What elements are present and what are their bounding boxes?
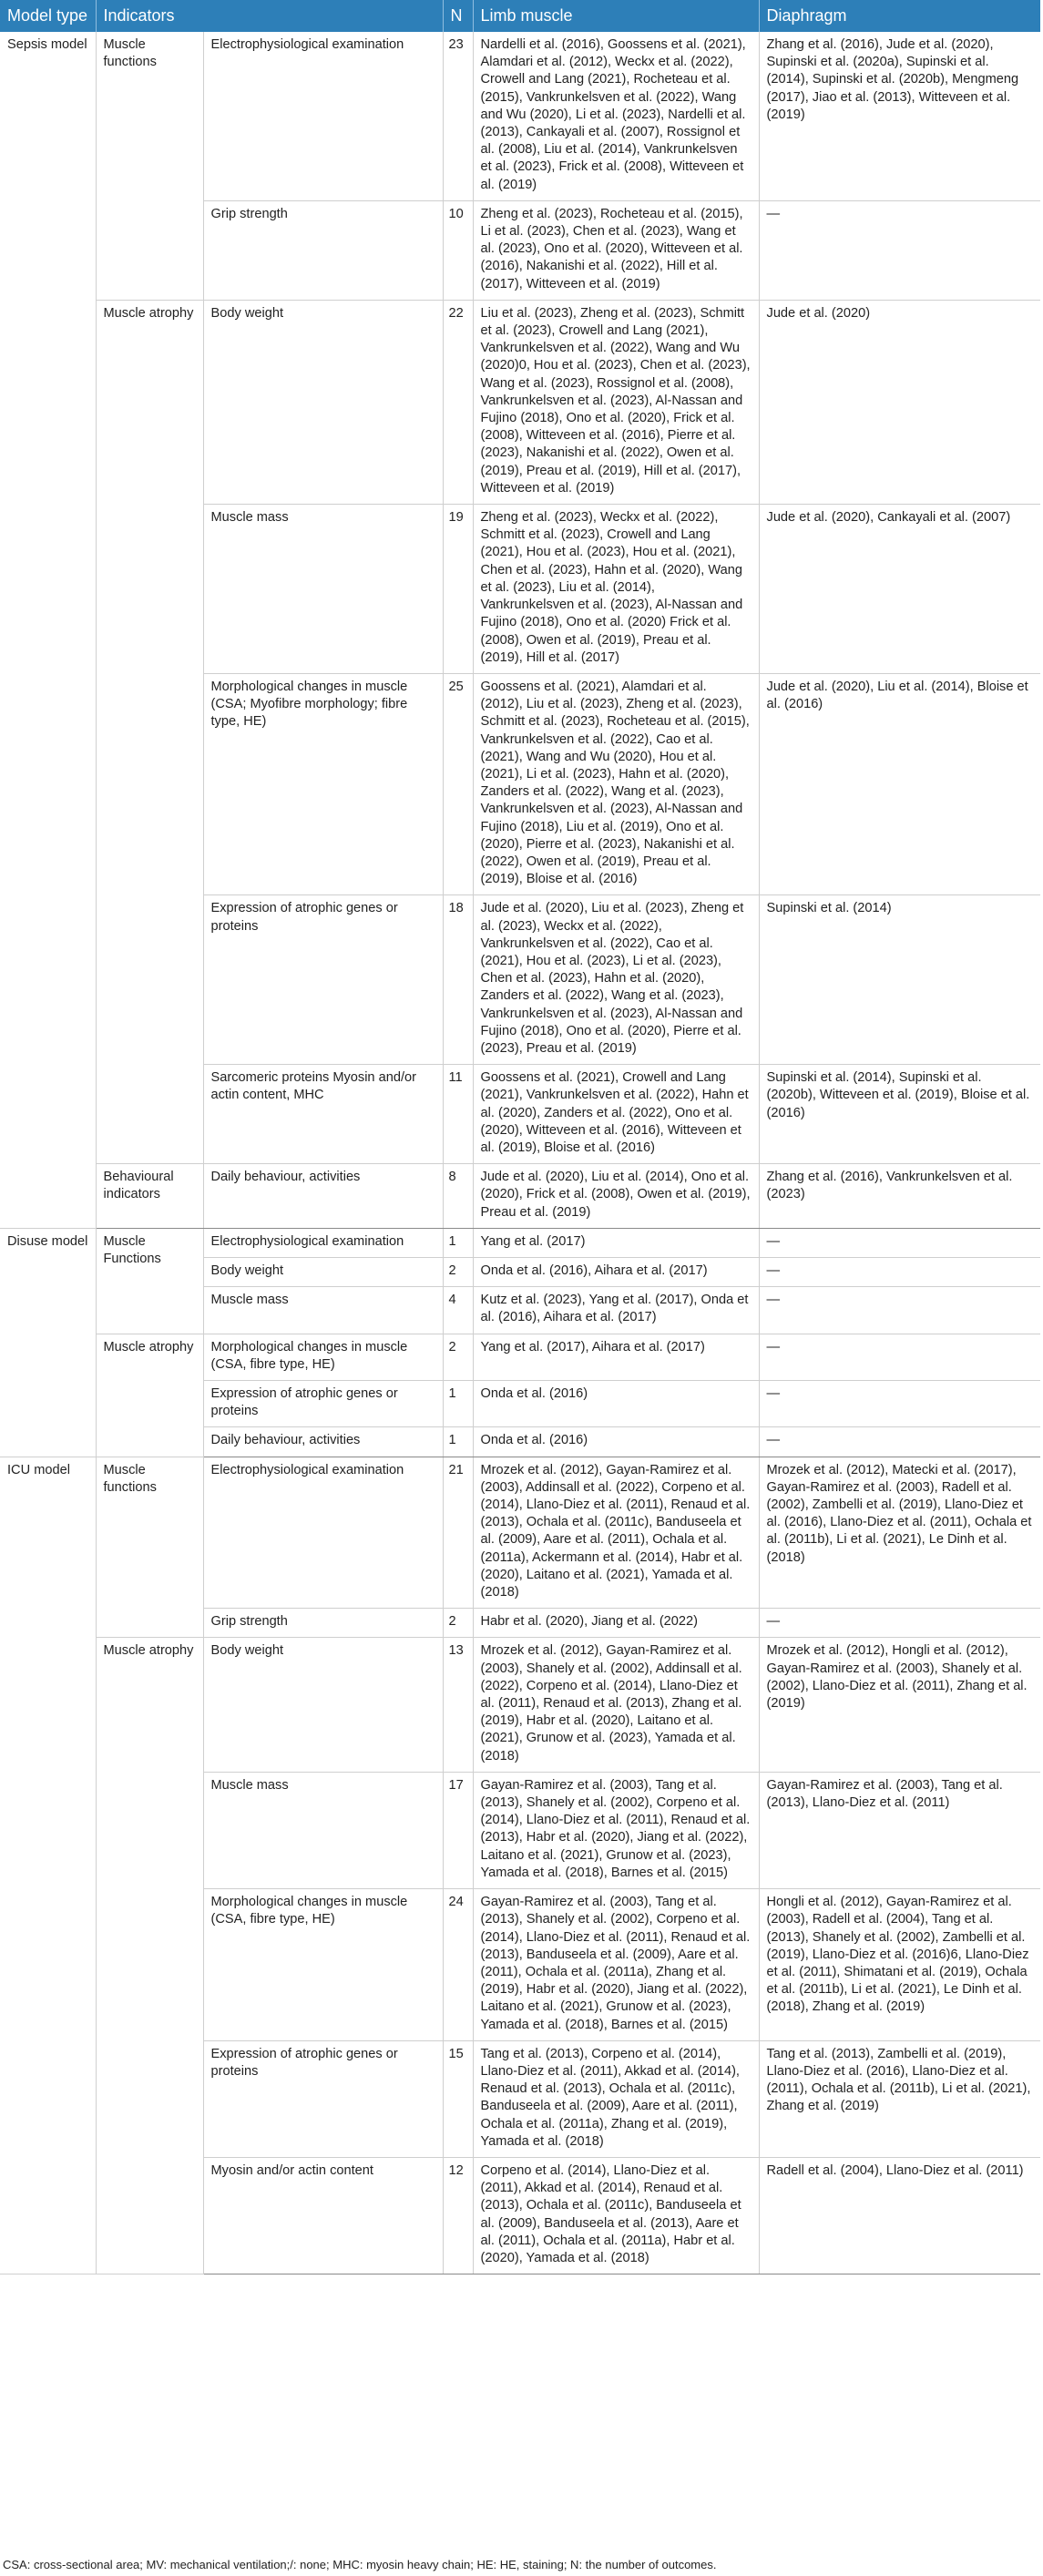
limb-muscle-cell: Zheng et al. (2023), Weckx et al. (2022), Schmitt et al. (2023), Crowell and Lang (2021), Hou et al. (2023), Hou et al. (2021), Chen et al. (2023), Hahn et al. (2020), Wang et al. (2023), Liu et al. (2014), Vankrunkelsven et al. (2023), Al-Nassan and Fujino (2018), Ono et al. (2020) Frick et al. (2008), Owen et al. (2019), Preau et al. (2019), Hill et al. (2017) xyxy=(473,505,759,674)
indicator-group-cell: Muscle atrophy xyxy=(96,300,203,1163)
indicator-cell: Muscle mass xyxy=(203,1287,443,1334)
count-cell: 19 xyxy=(443,505,473,674)
limb-muscle-cell: Onda et al. (2016), Aihara et al. (2017) xyxy=(473,1258,759,1287)
indicator-group-cell: Behavioural indicators xyxy=(96,1164,203,1229)
indicator-cell: Electrophysiological examination xyxy=(203,1228,443,1257)
limb-muscle-cell: Mrozek et al. (2012), Gayan-Ramirez et al. (2003), Shanely et al. (2002), Addinsall et al. (2022), Corpeno et al. (2014), Llano-Diez et al. (2011), Renaud et al. (2013), Zhang et al. (2019), Habr et al. (2020), Laitano et al. (2021), Grunow et al. (2023), Yamada et al. (2018) xyxy=(473,1638,759,1772)
indicator-cell: Morphological changes in muscle (CSA; Myofibre morphology; fibre type, HE) xyxy=(203,673,443,894)
diaphragm-cell: Tang et al. (2013), Zambelli et al. (2019), Llano-Diez et al. (2016), Llano-Diez et al. (2011), Ochala et al. (2011b), Li et al. (2021), Zhang et al. (2019) xyxy=(759,2040,1040,2157)
count-cell: 17 xyxy=(443,1772,473,1888)
count-cell: 11 xyxy=(443,1065,473,1164)
diaphragm-cell: Supinski et al. (2014) xyxy=(759,895,1040,1065)
diaphragm-cell: Jude et al. (2020), Cankayali et al. (2007) xyxy=(759,505,1040,674)
diaphragm-cell: — xyxy=(759,1609,1040,1638)
diaphragm-cell: — xyxy=(759,200,1040,300)
indicator-cell: Expression of atrophic genes or proteins xyxy=(203,895,443,1065)
indicator-cell: Daily behaviour, activities xyxy=(203,1427,443,1457)
table-row xyxy=(0,1638,1040,1772)
indicator-group-cell: Muscle atrophy xyxy=(96,1334,203,1457)
table-row xyxy=(0,1228,1040,1257)
limb-muscle-cell: Onda et al. (2016) xyxy=(473,1381,759,1427)
count-cell: 2 xyxy=(443,1609,473,1638)
limb-muscle-cell: Goossens et al. (2021), Alamdari et al. (2012), Liu et al. (2023), Zheng et al. (2023), Schmitt et al. (2023), Rocheteau et al. (2015), Vankrunkelsven et al. (2022), Cao et al. (2021), Wang and Wu (2020), Hou et al. (2021), Li et al. (2023), Hahn et al. (2020), Zanders et al. (2022), Wang et al. (2023), Vankrunkelsven et al. (2023), Al-Nassan and Fujino (2018), Liu et al. (2019), Ono et al. (2020), Pierre et al. (2023), Nakanishi et al. (2022), Owen et al. (2019), Preau et al. (2019), Bloise et al. (2016) xyxy=(473,673,759,894)
indicator-cell: Grip strength xyxy=(203,200,443,300)
limb-muscle-cell: Onda et al. (2016) xyxy=(473,1427,759,1457)
diaphragm-cell: Zhang et al. (2016), Vankrunkelsven et al. (2023) xyxy=(759,1164,1040,1229)
count-cell: 12 xyxy=(443,2157,473,2274)
indicator-cell: Expression of atrophic genes or proteins xyxy=(203,1381,443,1427)
indicator-group-cell: Muscle functions xyxy=(96,32,203,300)
diaphragm-cell: Zhang et al. (2016), Jude et al. (2020), Supinski et al. (2020a), Supinski et al. (2014), Supinski et al. (2020b), Mengmeng (2017), Jiao et al. (2013), Witteveen et al. (2019) xyxy=(759,32,1040,200)
limb-muscle-cell: Jude et al. (2020), Liu et al. (2023), Zheng et al. (2023), Weckx et al. (2022), Vankrunkelsven et al. (2022), Cao et al. (2021), Hou et al. (2023), Li et al. (2023), Chen et al. (2023), Hahn et al. (2020), Zanders et al. (2022), Wang et al. (2023), Vankrunkelsven et al. (2023), Al-Nassan and Fujino (2018), Ono et al. (2020), Pierre et al. (2023), Preau et al. (2019) xyxy=(473,895,759,1065)
indicator-cell: Body weight xyxy=(203,1258,443,1287)
diaphragm-cell: Mrozek et al. (2012), Hongli et al. (2012), Gayan-Ramirez et al. (2003), Shanely et al. (2002), Llano-Diez et al. (2011), Zhang et al. (2019) xyxy=(759,1638,1040,1772)
model-type-cell: ICU model xyxy=(0,1457,96,2274)
count-cell: 23 xyxy=(443,32,473,200)
indicator-group-cell: Muscle Functions xyxy=(96,1228,203,1334)
diaphragm-cell: — xyxy=(759,1287,1040,1334)
count-cell: 15 xyxy=(443,2040,473,2157)
indicator-cell: Daily behaviour, activities xyxy=(203,1164,443,1229)
limb-muscle-cell: Kutz et al. (2023), Yang et al. (2017), Onda et al. (2016), Aihara et al. (2017) xyxy=(473,1287,759,1334)
header-n: N xyxy=(443,0,473,32)
count-cell: 4 xyxy=(443,1287,473,1334)
table-row xyxy=(0,1457,1040,1609)
limb-muscle-cell: Gayan-Ramirez et al. (2003), Tang et al. (2013), Shanely et al. (2002), Corpeno et al. (2014), Llano-Diez et al. (2011), Renaud et al. (2013), Banduseela et al. (2009), Aare et al. (2011), Ochala et al. (2011a), Zhang et al. (2019), Habr et al. (2020), Jiang et al. (2022), Laitano et al. (2021), Grunow et al. (2023), Yamada et al. (2018), Barnes et al. (2015) xyxy=(473,1889,759,2041)
limb-muscle-cell: Corpeno et al. (2014), Llano-Diez et al. (2011), Akkad et al. (2014), Renaud et al. (2013), Ochala et al. (2011c), Banduseela et al. (2009), Banduseela et al. (2013), Aare et al. (2011), Ochala et al. (2011a), Habr et al. (2020), Yamada et al. (2018) xyxy=(473,2157,759,2274)
diaphragm-cell: — xyxy=(759,1427,1040,1457)
table-body xyxy=(0,32,1040,2274)
limb-muscle-cell: Gayan-Ramirez et al. (2003), Tang et al. (2013), Shanely et al. (2002), Corpeno et al. (2014), Llano-Diez et al. (2011), Renaud et al. (2013), Habr et al. (2020), Jiang et al. (2022), Laitano et al. (2021), Grunow et al. (2023), Yamada et al. (2018), Barnes et al. (2015) xyxy=(473,1772,759,1888)
diaphragm-cell: — xyxy=(759,1381,1040,1427)
indicator-group-cell: Muscle functions xyxy=(96,1457,203,1638)
count-cell: 8 xyxy=(443,1164,473,1229)
indicator-cell: Body weight xyxy=(203,1638,443,1772)
diaphragm-cell: Mrozek et al. (2012), Matecki et al. (2017), Gayan-Ramirez et al. (2003), Radell et al. (2002), Zambelli et al. (2019), Llano-Diez et al. (2016), Llano-Diez et al. (2011), Ochala et al. (2011b), Li et al. (2021), Le Dinh et al. (2018) xyxy=(759,1457,1040,1609)
count-cell: 1 xyxy=(443,1427,473,1457)
table-row xyxy=(0,300,1040,504)
count-cell: 13 xyxy=(443,1638,473,1772)
count-cell: 1 xyxy=(443,1381,473,1427)
limb-muscle-cell: Jude et al. (2020), Liu et al. (2014), Ono et al. (2020), Frick et al. (2008), Owen et al. (2019), Preau et al. (2019) xyxy=(473,1164,759,1229)
count-cell: 22 xyxy=(443,300,473,504)
count-cell: 21 xyxy=(443,1457,473,1609)
count-cell: 25 xyxy=(443,673,473,894)
indicator-cell: Sarcomeric proteins Myosin and/or actin content, MHC xyxy=(203,1065,443,1164)
count-cell: 10 xyxy=(443,200,473,300)
indicator-cell: Grip strength xyxy=(203,1609,443,1638)
count-cell: 18 xyxy=(443,895,473,1065)
table-row xyxy=(0,1164,1040,1229)
limb-muscle-cell: Yang et al. (2017), Aihara et al. (2017) xyxy=(473,1334,759,1380)
indicator-group-cell: Muscle atrophy xyxy=(96,1638,203,2274)
diaphragm-cell: — xyxy=(759,1334,1040,1380)
header-model-type: Model type xyxy=(0,0,96,32)
count-cell: 1 xyxy=(443,1228,473,1257)
diaphragm-cell: Hongli et al. (2012), Gayan-Ramirez et al. (2003), Radell et al. (2004), Tang et al. (2013), Shanely et al. (2002), Zambelli et al. (2019), Llano-Diez et al. (2016)6, Llano-Diez et al. (2011), Shimatani et al. (2019), Ochala et al. (2011b), Li et al. (2021), Le Dinh et al. (2018), Zhang et al. (2019) xyxy=(759,1889,1040,2041)
limb-muscle-cell: Zheng et al. (2023), Rocheteau et al. (2015), Li et al. (2023), Chen et al. (2023), Wang et al. (2023), Ono et al. (2020), Witteveen et al. (2016), Nakanishi et al. (2022), Hill et al. (2017), Witteveen et al. (2019) xyxy=(473,200,759,300)
indicator-cell: Body weight xyxy=(203,300,443,504)
indicator-cell: Morphological changes in muscle (CSA, fibre type, HE) xyxy=(203,1889,443,2041)
indicator-cell: Expression of atrophic genes or proteins xyxy=(203,2040,443,2157)
limb-muscle-cell: Tang et al. (2013), Corpeno et al. (2014), Llano-Diez et al. (2011), Akkad et al. (2014), Renaud et al. (2013), Ochala et al. (2011c), Banduseela et al. (2009), Aare et al. (2011), Ochala et al. (2011a), Zhang et al. (2019), Yamada et al. (2018) xyxy=(473,2040,759,2157)
diaphragm-cell: Supinski et al. (2014), Supinski et al. (2020b), Witteveen et al. (2019), Bloise et al. (2016) xyxy=(759,1065,1040,1164)
header-row xyxy=(0,0,1040,32)
model-type-cell: Disuse model xyxy=(0,1228,96,1457)
indicator-cell: Electrophysiological examination xyxy=(203,32,443,200)
count-cell: 2 xyxy=(443,1334,473,1380)
limb-muscle-cell: Mrozek et al. (2012), Gayan-Ramirez et al. (2003), Addinsall et al. (2022), Corpeno et al. (2014), Llano-Diez et al. (2011), Renaud et al. (2013), Ochala et al. (2011c), Banduseela et al. (2009), Aare et al. (2011), Ochala et al. (2011a), Ackermann et al. (2014), Habr et al. (2020), Laitano et al. (2021), Yamada et al. (2018) xyxy=(473,1457,759,1609)
diaphragm-cell: Jude et al. (2020), Liu et al. (2014), Bloise et al. (2016) xyxy=(759,673,1040,894)
table-row xyxy=(0,1334,1040,1380)
header-diaphragm: Diaphragm xyxy=(759,0,1040,32)
header-limb-muscle: Limb muscle xyxy=(473,0,759,32)
indicator-cell: Muscle mass xyxy=(203,1772,443,1888)
count-cell: 24 xyxy=(443,1889,473,2041)
limb-muscle-cell: Liu et al. (2023), Zheng et al. (2023), Schmitt et al. (2023), Crowell and Lang (2021), Vankrunkelsven et al. (2022), Wang and Wu (2020)0, Hou et al. (2023), Chen et al. (2023), Wang et al. (2023), Rossignol et al. (2008), Vankrunkelsven et al. (2023), Al-Nassan and Fujino (2018), Ono et al. (2020), Frick et al. (2008), Witteveen et al. (2016), Pierre et al. (2023), Nakanishi et al. (2022), Owen et al. (2019), Preau et al. (2019), Hill et al. (2017), Witteveen et al. (2019) xyxy=(473,300,759,504)
limb-muscle-cell: Yang et al. (2017) xyxy=(473,1228,759,1257)
diaphragm-cell: — xyxy=(759,1228,1040,1257)
limb-muscle-cell: Habr et al. (2020), Jiang et al. (2022) xyxy=(473,1609,759,1638)
diaphragm-cell: Jude et al. (2020) xyxy=(759,300,1040,504)
limb-muscle-cell: Nardelli et al. (2016), Goossens et al. (2021), Alamdari et al. (2012), Weckx et al. (2022), Crowell and Lang (2021), Rocheteau et al. (2015), Vankrunkelsven et al. (2022), Wang and Wu (2020), Li et al. (2023), Nardelli et al. (2013), Cankayali et al. (2007), Rossignol et al. (2008), Liu et al. (2014), Vankrunkelsven et al. (2023), Frick et al. (2008), Witteveen et al. (2019) xyxy=(473,32,759,200)
limb-muscle-cell: Goossens et al. (2021), Crowell and Lang (2021), Vankrunkelsven et al. (2022), Hahn et al. (2020), Zanders et al. (2022), Ono et al. (2020), Witteveen et al. (2016), Witteveen et al. (2019), Bloise et al. (2016) xyxy=(473,1065,759,1164)
indicator-cell: Electrophysiological examination xyxy=(203,1457,443,1609)
header-indicators: Indicators xyxy=(96,0,443,32)
diaphragm-cell: — xyxy=(759,1258,1040,1287)
indicator-cell: Muscle mass xyxy=(203,505,443,674)
indicator-cell: Morphological changes in muscle (CSA, fibre type, HE) xyxy=(203,1334,443,1380)
diaphragm-cell: Gayan-Ramirez et al. (2003), Tang et al. (2013), Llano-Diez et al. (2011) xyxy=(759,1772,1040,1888)
indicator-cell: Myosin and/or actin content xyxy=(203,2157,443,2274)
diaphragm-cell: Radell et al. (2004), Llano-Diez et al. (2011) xyxy=(759,2157,1040,2274)
model-type-cell: Sepsis model xyxy=(0,32,96,1228)
table-footnote: CSA: cross-sectional area; MV: mechanical ventilation;/: none; MHC: myosin heavy chain; HE: HE, staining; N: the number of outcomes. xyxy=(3,2558,717,2571)
table-row xyxy=(0,32,1040,200)
count-cell: 2 xyxy=(443,1258,473,1287)
